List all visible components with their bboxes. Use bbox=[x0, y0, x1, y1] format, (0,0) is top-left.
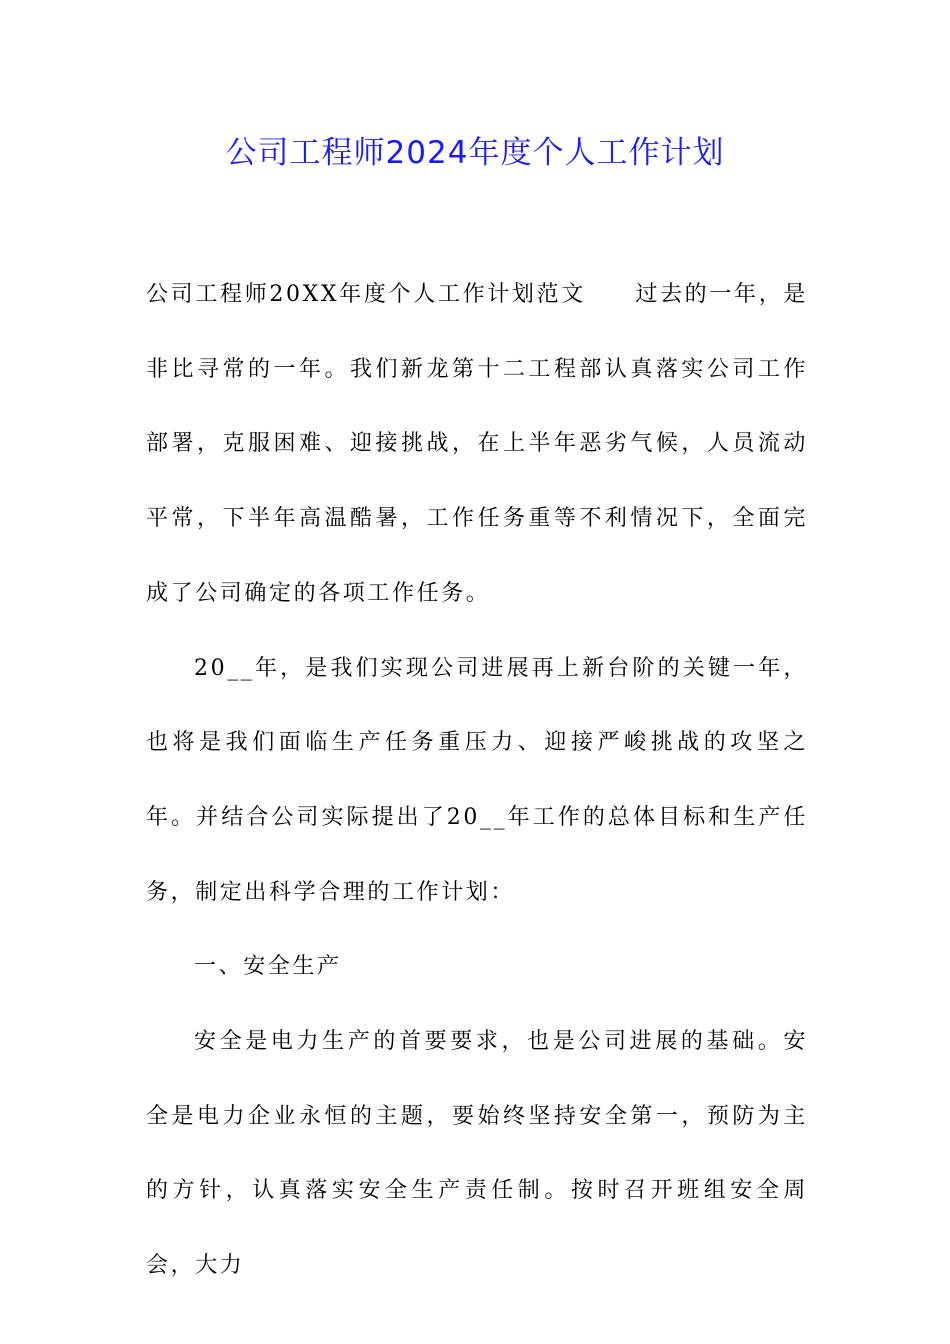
paragraph-plan: 20__年，是我们实现公司进展再上新台阶的关键一年，也将是我们面临生产任务重压力、迎接严峻挑战的攻坚之年。并结合公司实际提出了20__年工作的总体目标和生产任务，制定出科学合理的工作计划： bbox=[146, 655, 808, 905]
document-body bbox=[146, 258, 808, 1304]
paragraph-intro: 公司工程师20XX年度个人工作计划范文 过去的一年，是非比寻常的一年。我们新龙第十二工程部认真落实公司工作部署，克服困难、迎接挑战，在上半年恶劣气候，人员流动平常，下半年高温酷暑，工作任务重等不利情况下，全面完成了公司确定的各项工作任务。 bbox=[146, 282, 808, 606]
document-title: 公司工程师2024年度个人工作计划 bbox=[225, 135, 725, 171]
section-heading-safety: 一、安全生产 bbox=[194, 954, 342, 980]
paragraph-safety: 安全是电力生产的首要要求，也是公司进展的基础。安全是电力企业永恒的主题，要始终坚持安全第一，预防为主的方针，认真落实安全生产责任制。按时召开班组安全周会，大力 bbox=[146, 1029, 808, 1279]
